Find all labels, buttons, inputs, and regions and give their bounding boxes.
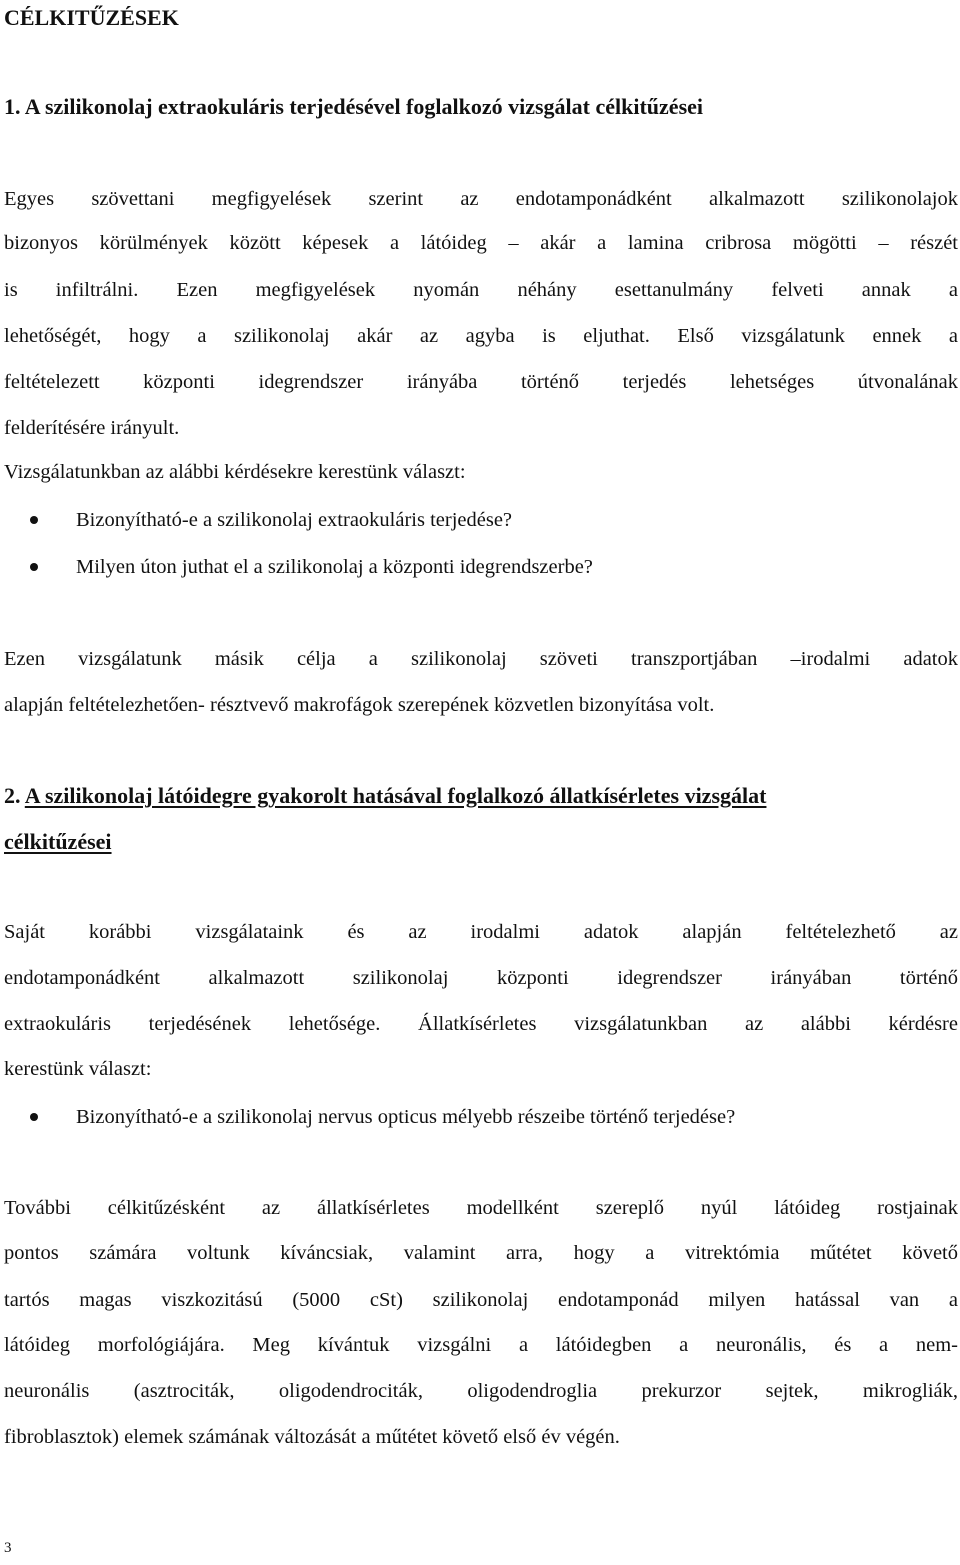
- paragraph-line: Ezen vizsgálatunk másik célja a szilikonolaj szöveti transzportjában –irodalmi adatok: [4, 648, 958, 670]
- page-number: 3: [4, 1540, 12, 1556]
- page-title: CÉLKITŰZÉSEK: [4, 5, 179, 30]
- paragraph-line: feltételezett központi idegrendszer irányába történő terjedés lehetséges útvonalának: [4, 371, 958, 393]
- section2-heading-text: A szilikonolaj látóidegre gyakorolt hatásával foglalkozó állatkísérletes vizsgálat: [24, 783, 767, 808]
- section2-heading-line1: [4, 782, 958, 810]
- bullet-icon: [30, 1113, 38, 1121]
- questions-intro: Vizsgálatunkban az alábbi kérdésekre kerestünk választ:: [4, 461, 466, 483]
- paragraph-line: neuronális (asztrociták, oligodendrociták, oligodendroglia prekurzor sejtek, mikrogliák,: [4, 1380, 958, 1402]
- paragraph-line: látóideg morfológiájára. Meg kívántuk vizsgálni a látóidegben a neuronális, és a nem-: [4, 1334, 958, 1356]
- section2-heading-line2: célkitűzései: [4, 829, 112, 854]
- paragraph-line: bizonyos körülmények között képesek a látóideg – akár a lamina cribrosa mögötti – részét: [4, 232, 958, 254]
- paragraph-line: pontos számára voltunk kíváncsiak, valamint arra, hogy a vitrektómia műtétet követő: [4, 1242, 958, 1264]
- paragraph-line: kerestünk választ:: [4, 1058, 152, 1080]
- paragraph-line: fibroblasztok) elemek számának változását a műtétet követő első év végén.: [4, 1426, 620, 1448]
- bullet-icon: [30, 563, 38, 571]
- paragraph-line: További célkitűzésként az állatkísérletes modellként szereplő nyúl látóideg rostjainak: [4, 1197, 958, 1219]
- bullet-text: Milyen úton juthat el a szilikonolaj a központi idegrendszerbe?: [76, 556, 593, 578]
- bullet-text: Bizonyítható-e a szilikonolaj extraokuláris terjedése?: [76, 509, 513, 531]
- section2-number: 2.: [4, 783, 21, 808]
- paragraph-line: is infiltrálni. Ezen megfigyelések nyomán néhány esettanulmány felveti annak a: [4, 279, 958, 301]
- paragraph-line: extraokuláris terjedésének lehetősége. Állatkísérletes vizsgálatunkban az alábbi kérdésre: [4, 1013, 958, 1035]
- paragraph-line: endotamponádként alkalmazott szilikonolaj központi idegrendszer irányában történő: [4, 967, 958, 989]
- paragraph-line: Egyes szövettani megfigyelések szerint az endotamponádként alkalmazott szilikonolajok: [4, 188, 958, 210]
- paragraph-line: tartós magas viszkozitású (5000 cSt) szilikonolaj endotamponád milyen hatással van a: [4, 1289, 958, 1311]
- section1-heading: 1. A szilikonolaj extraokuláris terjedésével foglalkozó vizsgálat célkitűzései: [4, 94, 704, 119]
- paragraph-line: lehetőségét, hogy a szilikonolaj akár az agyba is eljuthat. Első vizsgálatunk ennek a: [4, 325, 958, 347]
- paragraph-line: felderítésére irányult.: [4, 417, 180, 439]
- bullet-text: Bizonyítható-e a szilikonolaj nervus opticus mélyebb részeibe történő terjedése?: [76, 1106, 736, 1128]
- bullet-icon: [30, 516, 38, 524]
- paragraph-line: Saját korábbi vizsgálataink és az irodalmi adatok alapján feltételezhető az: [4, 921, 958, 943]
- paragraph-line: alapján feltételezhetően- résztvevő makrofágok szerepének közvetlen bizonyítása volt.: [4, 694, 715, 716]
